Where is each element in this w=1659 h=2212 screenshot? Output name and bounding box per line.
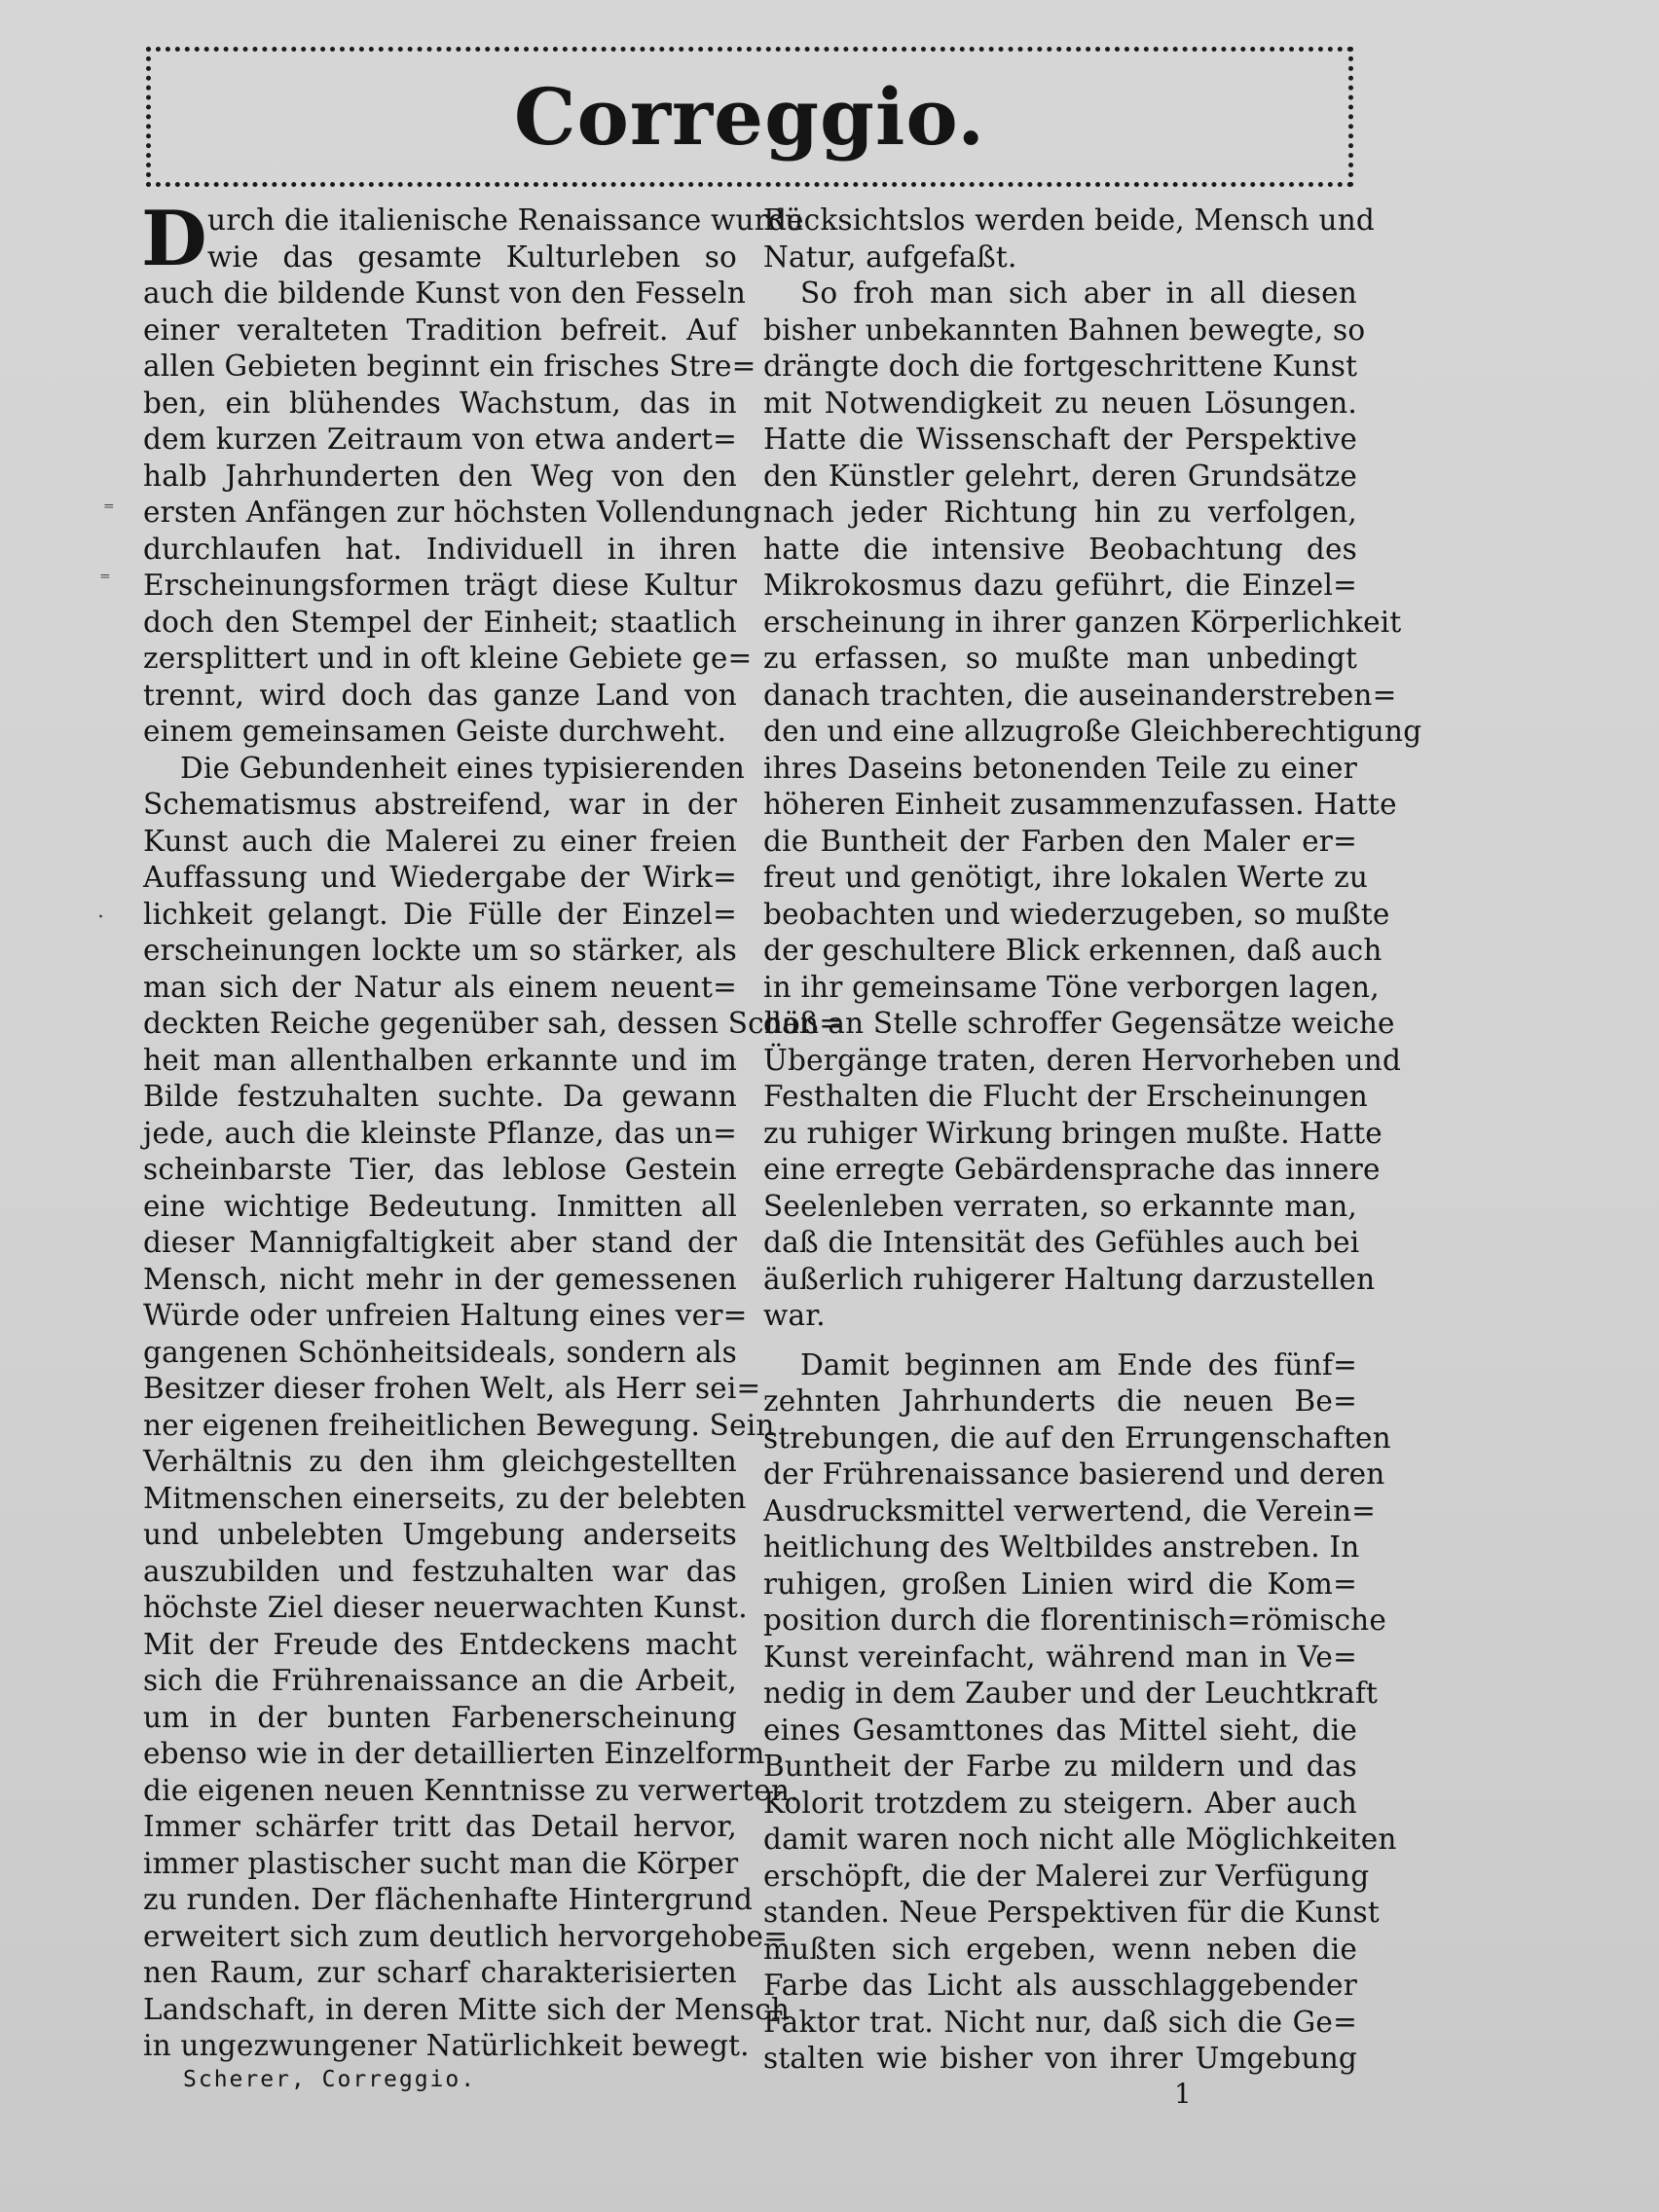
- text-line: sich die Frührenaissance an die Arbeit,: [143, 1664, 737, 1697]
- paragraph-2: [143, 751, 844, 2065]
- text-line: erscheinungen lockte um so stärker, als: [143, 934, 737, 967]
- first-paragraph-opening: [141, 195, 804, 283]
- text-line: Farbe das Licht als ausschlaggebender: [763, 1969, 1357, 2002]
- paragraph-3: [763, 276, 1422, 1335]
- text-line: halb Jahrhunderten den Weg von den: [143, 459, 737, 493]
- text-line: zu ruhiger Wirkung bringen mußte. Hatte: [763, 1116, 1382, 1150]
- text-line: Mitmenschen einerseits, zu der belebten: [143, 1481, 747, 1515]
- text-line: Hatte die Wissenschaft der Perspektive: [763, 423, 1357, 456]
- text-line: Damit beginnen am Ende des fünf=: [800, 1347, 1357, 1382]
- text-line: einer veralteten Tradition befreit. Auf: [143, 313, 737, 347]
- text-line: eine wichtige Bedeutung. Inmitten all: [143, 1189, 737, 1223]
- text-line: ebenso wie in der detaillierten Einzelform: [143, 1737, 765, 1770]
- text-line: höheren Einheit zusammenzufassen. Hatte: [763, 788, 1397, 821]
- text-line: nen Raum, zur scharf charakterisierten: [143, 1956, 737, 1989]
- text-line: drängte doch die fortgeschrittene Kunst: [763, 350, 1358, 383]
- text-line: heitlichung des Weltbildes anstreben. In: [763, 1530, 1360, 1564]
- text-line: immer plastischer sucht man die Körper: [143, 1846, 739, 1880]
- text-line: nedig in dem Zauber und der Leuchtkraft: [763, 1677, 1379, 1710]
- text-line: allen Gebieten beginnt ein frisches Stre=: [143, 350, 756, 383]
- title-frame: [146, 47, 1353, 187]
- page-title: Correggio.: [513, 71, 986, 163]
- text-line: erweitert sich zum deutlich hervorgehobe=: [143, 1919, 789, 1953]
- margin-mark: ·: [97, 905, 104, 930]
- text-line: Erscheinungsformen trägt diese Kultur: [143, 569, 737, 602]
- text-line: man sich der Natur als einem neuent=: [143, 970, 737, 1004]
- text-line: ben, ein blühendes Wachstum, das in: [143, 386, 737, 420]
- paragraph-continued: [763, 203, 1375, 276]
- text-line: Würde oder unfreien Haltung eines ver=: [143, 1299, 748, 1332]
- drop-cap-letter: D: [141, 195, 207, 283]
- text-line: wie das gesamte Kulturleben so: [207, 240, 737, 274]
- text-line: der Frührenaissance basierend und deren: [763, 1457, 1385, 1491]
- text-line: die Buntheit der Farben den Maler er=: [763, 824, 1357, 858]
- text-line: Seelenleben verraten, so erkannte man,: [763, 1189, 1357, 1223]
- text-line: Mikrokosmus dazu geführt, die Einzel=: [763, 569, 1357, 602]
- text-line: die eigenen neuen Kenntnisse zu verwerten.: [143, 1773, 799, 1807]
- text-line: eine erregte Gebärdensprache das innere: [763, 1153, 1381, 1186]
- text-line: zu erfassen, so mußte man unbedingt: [763, 642, 1357, 675]
- text-line: dieser Mannigfaltigkeit aber stand der: [143, 1226, 737, 1259]
- page-number: 1: [1174, 2078, 1192, 2110]
- text-line: strebungen, die auf den Errungenschaften: [763, 1420, 1391, 1455]
- text-line: Faktor trat. Nicht nur, daß sich die Ge=: [763, 2005, 1357, 2039]
- text-line: Natur, aufgefaßt.: [763, 240, 1017, 274]
- text-line: Mensch, nicht mehr in der gemessenen: [143, 1262, 737, 1296]
- text-line: einem gemeinsamen Geiste durchweht.: [143, 715, 727, 748]
- text-line: den Künstler gelehrt, deren Grundsätze: [763, 459, 1357, 493]
- text-line: Besitzer dieser frohen Welt, als Herr sei=: [143, 1372, 761, 1405]
- text-line: durchlaufen hat. Individuell in ihren: [143, 532, 737, 566]
- text-line: erscheinung in ihrer ganzen Körperlichkeit: [763, 605, 1402, 639]
- text-line: bisher unbekannten Bahnen bewegte, so: [763, 313, 1366, 347]
- text-line: danach trachten, die auseinanderstreben=: [763, 678, 1397, 712]
- text-line: den und eine allzugroße Gleichberechtigung: [763, 715, 1422, 748]
- text-line: auszubilden und festzuhalten war das: [143, 1554, 737, 1588]
- paragraph-gap: [763, 1335, 1357, 1347]
- text-line: Auffassung und Wiedergabe der Wirk=: [143, 861, 737, 894]
- text-line: war.: [763, 1299, 826, 1332]
- text-line: Mit der Freude des Entdeckens macht: [143, 1627, 737, 1661]
- text-line: ner eigenen freiheitlichen Bewegung. Sein: [143, 1408, 775, 1442]
- text-line: dem kurzen Zeitraum von etwa andert=: [143, 423, 737, 456]
- text-line: heit man allenthalben erkannte und im: [143, 1043, 737, 1077]
- right-column: [763, 203, 1422, 2078]
- text-line: ihres Daseins betonenden Teile zu einer: [763, 751, 1357, 785]
- text-line: zu runden. Der flächenhafte Hintergrund: [143, 1883, 754, 1916]
- text-line: Landschaft, in deren Mitte sich der Mensch: [143, 1992, 791, 2026]
- text-line: So froh man sich aber in all diesen: [800, 276, 1357, 310]
- text-line: Kunst auch die Malerei zu einer freien: [143, 824, 737, 858]
- text-line: jede, auch die kleinste Pflanze, das un=: [143, 1116, 737, 1150]
- text-line: daß die Intensität des Gefühles auch bei: [763, 1226, 1360, 1259]
- text-line: Ausdrucksmittel verwertend, die Verein=: [763, 1493, 1377, 1528]
- text-line: äußerlich ruhigerer Haltung darzustellen: [763, 1262, 1376, 1296]
- text-line: Kunst vereinfacht, während man in Ve=: [763, 1640, 1357, 1674]
- text-line: Kolorit trotzdem zu steigern. Aber auch: [763, 1786, 1357, 1820]
- margin-mark: ⁼: [99, 569, 111, 593]
- text-line: der geschultere Blick erkennen, daß auch: [763, 934, 1382, 967]
- text-line: Die Gebundenheit eines typisierenden: [180, 751, 746, 785]
- text-line: deckten Reiche gegenüber sah, dessen Schön=: [143, 1007, 844, 1040]
- text-line: mit Notwendigkeit zu neuen Lösungen.: [763, 386, 1357, 420]
- text-line: doch den Stempel der Einheit; staatlich: [143, 605, 737, 639]
- text-line: und unbelebten Umgebung anderseits: [143, 1518, 737, 1551]
- text-line: Rücksichtslos werden beide, Mensch und: [763, 203, 1375, 237]
- text-line: Buntheit der Farbe zu mildern und das: [763, 1750, 1357, 1783]
- text-line: Verhältnis zu den ihm gleichgestellten: [143, 1445, 737, 1478]
- text-line: standen. Neue Perspektiven für die Kunst: [763, 1896, 1380, 1929]
- text-line: stalten wie bisher von ihrer Umgebung: [763, 2042, 1357, 2075]
- paragraph-1: [143, 276, 762, 751]
- text-line: auch die bildende Kunst von den Fesseln: [143, 276, 747, 310]
- text-line: Schematismus abstreifend, war in der: [143, 788, 737, 821]
- text-line: zehnten Jahrhunderts die neuen Be=: [763, 1384, 1357, 1418]
- text-line: mußten sich ergeben, wenn neben die: [763, 1932, 1357, 1966]
- footer-signature: Scherer, Correggio.: [183, 2067, 477, 2092]
- text-line: damit waren noch nicht alle Möglichkeiten: [763, 1823, 1397, 1856]
- text-line: Festhalten die Flucht der Erscheinungen: [763, 1080, 1368, 1113]
- text-line: freut und genötigt, ihre lokalen Werte zu: [763, 861, 1369, 894]
- left-column: [141, 195, 844, 2065]
- text-line: Immer schärfer tritt das Detail hervor,: [143, 1810, 737, 1843]
- text-line: nach jeder Richtung hin zu verfolgen,: [763, 496, 1357, 529]
- margin-mark: ⁼: [103, 498, 115, 523]
- text-line: höchste Ziel dieser neuerwachten Kunst.: [143, 1591, 748, 1624]
- text-line: Übergänge traten, deren Hervorheben und: [763, 1043, 1402, 1077]
- text-line: ersten Anfängen zur höchsten Vollendung: [143, 496, 762, 529]
- text-line: beobachten und wiederzugeben, so mußte: [763, 897, 1390, 931]
- text-line: Bilde festzuhalten suchte. Da gewann: [143, 1080, 737, 1113]
- text-line: trennt, wird doch das ganze Land von: [143, 678, 737, 712]
- text-line: in ihr gemeinsame Töne verborgen lagen,: [763, 970, 1380, 1004]
- text-line: eines Gesamttones das Mittel sieht, die: [763, 1713, 1357, 1747]
- paragraph-4: [763, 1347, 1397, 2078]
- text-line: gangenen Schönheitsideals, sondern als: [143, 1335, 737, 1369]
- text-line: um in der bunten Farbenerscheinung: [143, 1700, 737, 1734]
- text-line: erschöpft, die der Malerei zur Verfügung: [763, 1859, 1370, 1893]
- text-line: zersplittert und in oft kleine Gebiete ge=: [143, 642, 753, 675]
- text-line: ruhigen, großen Linien wird die Kom=: [763, 1567, 1357, 1601]
- text-line: in ungezwungener Natürlichkeit bewegt.: [143, 2029, 750, 2062]
- text-line: urch die italienische Renaissance wurde: [207, 203, 804, 237]
- text-line: position durch die florentinisch=römische: [763, 1604, 1387, 1637]
- text-line: hatte die intensive Beobachtung des: [763, 532, 1357, 566]
- text-line: scheinbarste Tier, das leblose Gestein: [143, 1153, 737, 1186]
- text-line: lichkeit gelangt. Die Fülle der Einzel=: [143, 897, 737, 931]
- text-line: daß an Stelle schroffer Gegensätze weiche: [763, 1007, 1395, 1040]
